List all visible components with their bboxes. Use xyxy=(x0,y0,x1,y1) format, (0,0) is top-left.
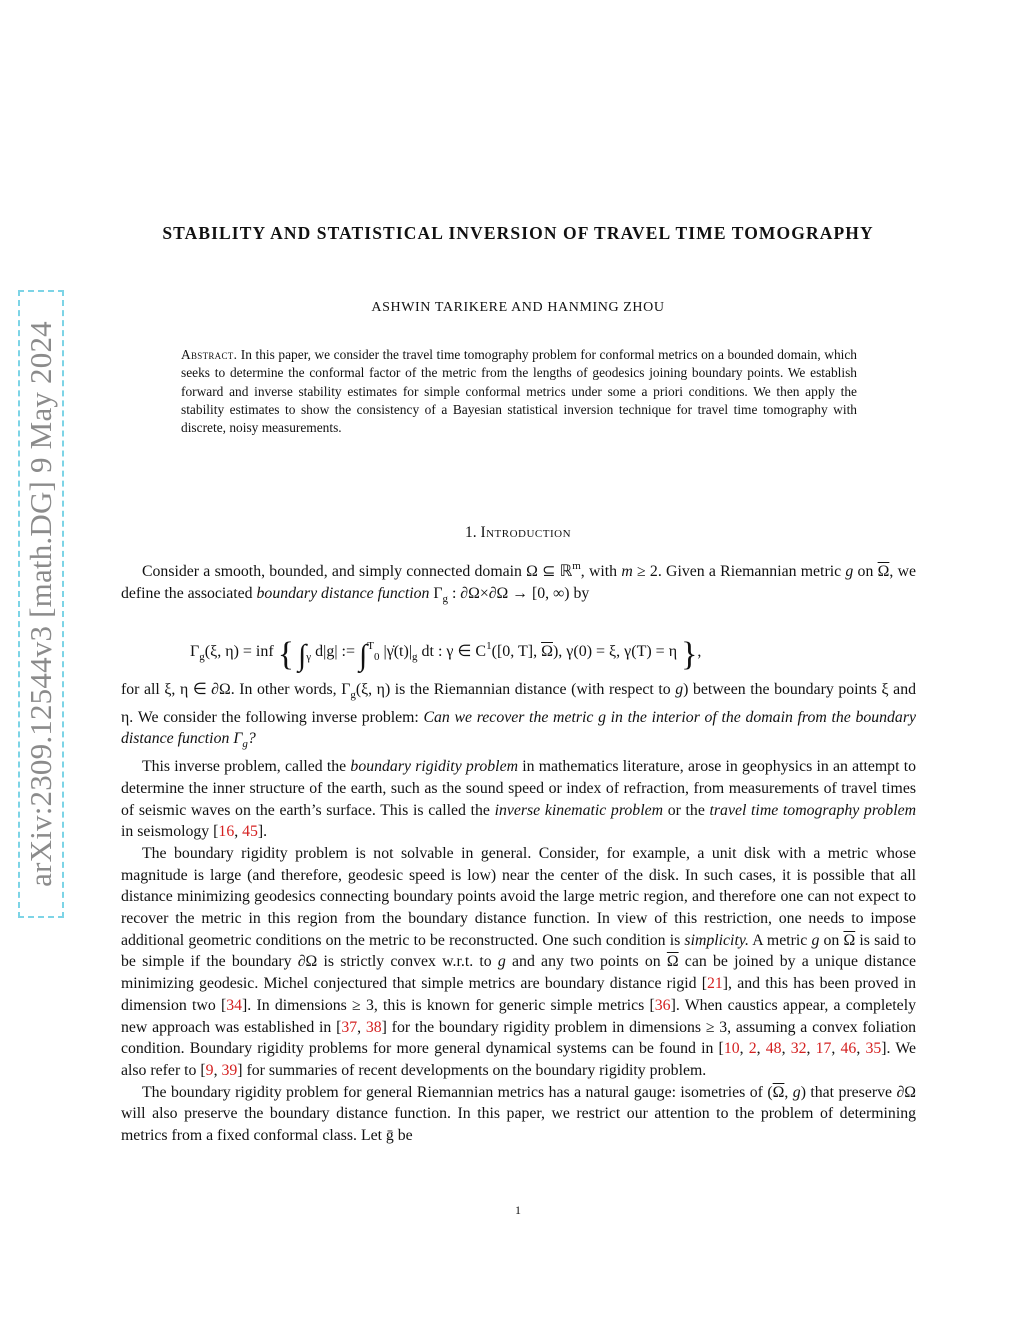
abstract-label: Abstract. xyxy=(181,347,238,362)
display-equation: $\Gamma_g(\xi$, η) = inf { $\int_\gamma$ d|g| := ∫$^T_0$ $|\gammȧ(t)|_g$ dt : γ ∈ $C^1([0$, T], $\overline{\Omega}$), γ(0) = ξ, γ(T) = η }, xyxy=(190,636,702,673)
citation-link[interactable]: 32 xyxy=(790,1040,807,1058)
term-boundary-distance-function: boundary distance function xyxy=(256,584,430,602)
citation-link[interactable]: 37 xyxy=(341,1018,358,1036)
citation-link[interactable]: 35 xyxy=(865,1040,882,1058)
page-number: 1 xyxy=(515,1203,521,1217)
intro-paragraph-5: The boundary rigidity problem for general Riemannian metrics has a natural gauge: isometries of ($\overline{\Omega}$, g) that preserve ∂Ω will also preserve the boundary distance function. In this paper, we restrict our attention to the problem of determining metrics from a fixed conformal class. Let ḡ be xyxy=(121,1083,916,1145)
arxiv-stamp xyxy=(18,290,64,918)
citation-link[interactable]: 46 xyxy=(840,1040,857,1058)
intro-paragraph-4: The boundary rigidity problem is not solvable in general. Consider, for example, a unit disk with a metric whose magnitude is large (and therefore, geodesic speed is low) near the center of the disk. In such cases, it is possible that all distance minimizing geodesics connecting boundary points avoid the large metric region, and therefore one can not expect to recover the metric in this region from the boundary distance function. In view of this restriction, one needs to impose additional geometric conditions on the metric to be reconstructed. One such condition is simplicity. A metric g on $\overline{\Omega}$ is said to be simple if the boundary ∂Ω is strictly convex w.r.t. to g and any two points on $\overline{\Omega}$ can be joined by a unique distance minimizing geodesic. Michel conjectured that simple metrics are boundary distance rigid [21], and this has been proved in dimension two [34]. In dimensions ≥ 3, this is known for generic simple metrics [36]. When caustics appear, a completely new approach was established in [37, 38] for the boundary rigidity problem in dimensions ≥ 3, assuming a convex foliation condition. Boundary rigidity problems for more general dynamical systems can be found in [10, 2, 48, 32, 17, 46, 35]. We also refer to [9, 39] for summaries of recent developments on the boundary rigidity problem. xyxy=(121,844,916,1079)
citation-link[interactable]: 10 xyxy=(723,1040,740,1058)
citation-link[interactable]: 45 xyxy=(242,823,258,841)
citation-link[interactable]: 39 xyxy=(221,1061,238,1079)
abstract-text: In this paper, we consider the travel time tomography problem for conformal metrics on a bounded domain, which seeks to determine the conformal factor of the metric from the lengths of geodesics joining boundary points. We establish forward and inverse stability estimates for simple conformal metrics under some a priori conditions. We then apply the stability estimates to show the consistency of a Bayesian statistical inversion technique for travel time tomography with discrete, noisy measurements. xyxy=(181,347,857,436)
abstract xyxy=(181,346,857,437)
paper-authors: ASHWIN TARIKERE AND HANMING ZHOU xyxy=(371,300,665,315)
citation-link[interactable]: 21 xyxy=(707,975,723,993)
citation-link[interactable]: 17 xyxy=(815,1040,832,1058)
intro-paragraph-3: This inverse problem, called the boundary rigidity problem in mathematics literature, arose in geophysics in an attempt to determine the inner structure of the earth, such as the sound speed or index of refraction, from measurements of travel times of seismic waves on the earth’s surface. This is called the inverse kinematic problem or the travel time tomography problem in seismology [16, 45]. xyxy=(121,758,916,841)
intro-body xyxy=(121,679,916,1147)
citation-link[interactable]: 38 xyxy=(365,1018,382,1036)
intro-paragraph-2: for all ξ, η ∈ ∂Ω. In other words, $\Gamma_g(\xi$, η) is the Riemannian distance (with respect to g) between the boundary points ξ and η. We consider the following inverse problem: Can we recover the metric g in the interior of the domain from the boundary distance function $\Gamma_g$? xyxy=(121,681,916,751)
citation-link[interactable]: 2 xyxy=(748,1040,757,1058)
section-title: Introduction xyxy=(480,524,572,541)
arxiv-identifier: arXiv:2309.12544v3 [math.DG] 9 May 2024 xyxy=(23,321,58,887)
paper-title: STABILITY AND STATISTICAL INVERSION OF TRAVEL TIME TOMOGRAPHY xyxy=(162,223,874,243)
section-heading xyxy=(150,524,886,542)
citation-link[interactable]: 16 xyxy=(218,823,235,841)
citation-link[interactable]: 34 xyxy=(226,996,243,1014)
intro-paragraph-1: Consider a smooth, bounded, and simply connected domain Ω ⊆ ℝ$^m$, with m ≥ 2. Given a Riemannian metric g on $\overline{\Omega}$, we define the associated boundary distance function $\Gamma_g$ : ∂Ω×∂Ω → [0, ∞) by xyxy=(121,560,916,605)
citation-link[interactable]: 9 xyxy=(205,1061,214,1079)
citation-link[interactable]: 36 xyxy=(654,996,671,1014)
citation-link[interactable]: 48 xyxy=(765,1040,782,1058)
inverse-problem-question: Can we recover the metric g in the interior of the domain from the boundary distance function Γ xyxy=(121,708,916,748)
section-number: 1. xyxy=(464,524,477,541)
